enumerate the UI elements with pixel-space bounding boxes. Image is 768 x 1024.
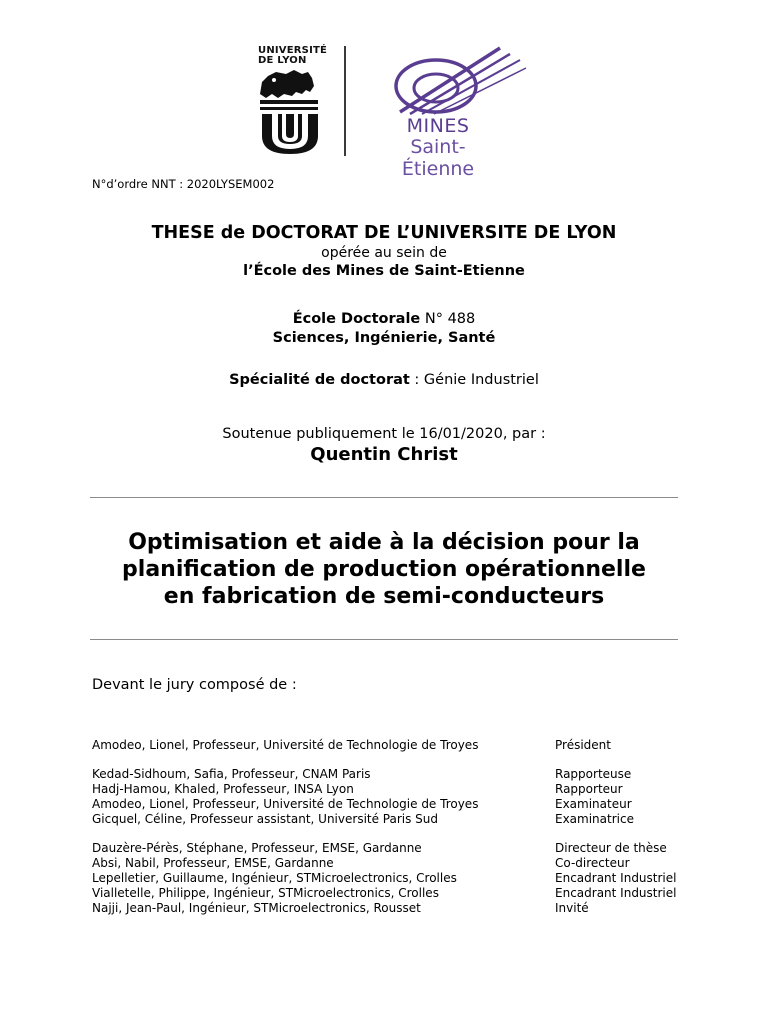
jury-member-role: Encadrant Industriel [555, 886, 677, 900]
jury-member-role: Co-directeur [555, 856, 630, 870]
nnt-order-number: N°d’ordre NNT : 2020LYSEM002 [92, 177, 275, 191]
divider-bottom [90, 639, 678, 640]
jury-member-name: Dauzère-Pérès, Stéphane, Professeur, EMSE, Gardanne [92, 841, 422, 855]
speciality [0, 372, 768, 388]
jury-member-role: Examinateur [555, 797, 632, 811]
jury-member-name: Absi, Nabil, Professeur, EMSE, Gardanne [92, 856, 334, 870]
doctoral-school-field: Sciences, Ingénierie, Santé [272, 330, 496, 346]
school-name: l’École des Mines de Saint-Etienne [243, 263, 525, 279]
jury-member-role: Examinatrice [555, 812, 634, 826]
jury-member-role: Rapporteuse [555, 767, 632, 781]
jury-member-name: Lepelletier, Guillaume, Ingénieur, STMicroelectronics, Crolles [92, 871, 457, 885]
doctoral-school-label: École Doctorale [292, 311, 421, 327]
logo-area [230, 38, 540, 180]
jury-member-role: Encadrant Industriel [555, 871, 677, 885]
doctoral-school-number: N° 488 [420, 311, 476, 327]
universite-de-lyon-logo-icon [256, 64, 324, 156]
author-name: Quentin Christ [310, 444, 458, 465]
thesis-heading: THESE de DOCTORAT DE L’UNIVERSITE DE LYON [151, 223, 617, 243]
thesis-title-line: en fabrication de semi-conducteurs [163, 584, 605, 609]
jury-member-name: Gicquel, Céline, Professeur assistant, Université Paris Sud [92, 812, 439, 826]
jury-member-name: Hadj-Hamou, Khaled, Professeur, INSA Lyon [92, 782, 354, 796]
jury-member-role: Invité [555, 901, 589, 915]
jury-member-role: Directeur de thèse [555, 841, 667, 855]
defense-date: Soutenue publiquement le 16/01/2020, par : [222, 426, 546, 442]
jury-member-name: Amodeo, Lionel, Professeur, Université de Technologie de Troyes [92, 797, 479, 811]
jury-member-role: Président [555, 738, 611, 752]
jury-member-role: Rapporteur [555, 782, 623, 796]
divider-top [90, 497, 678, 498]
jury-intro: Devant le jury composé de : [92, 677, 297, 693]
jury-member-name: Amodeo, Lionel, Professeur, Université de Technologie de Troyes [92, 738, 479, 752]
thesis-title-line: planification de production opérationnelle [122, 557, 646, 582]
speciality-value: : Génie Industriel [409, 372, 539, 388]
mines-saint-etienne-logo-text: MINES Saint-Étienne [401, 115, 475, 180]
jury-member-name: Kedad-Sidhoum, Safia, Professeur, CNAM Paris [92, 767, 371, 781]
jury-member-name: Najji, Jean-Paul, Ingénieur, STMicroelectronics, Rousset [92, 901, 421, 915]
universite-de-lyon-logo-text: UNIVERSITÉ DE LYON [258, 45, 328, 66]
mines-saint-etienne-logo-icon [370, 40, 530, 120]
jury-member-name: Vialletelle, Philippe, Ingénieur, STMicroelectronics, Crolles [92, 886, 439, 900]
logo-divider [344, 46, 346, 156]
speciality-label: Spécialité de doctorat [229, 372, 410, 388]
thesis-title [0, 529, 768, 610]
doctoral-school [0, 311, 768, 327]
operated-within-label: opérée au sein de [321, 245, 447, 261]
thesis-title-line: Optimisation et aide à la décision pour la [128, 530, 640, 555]
